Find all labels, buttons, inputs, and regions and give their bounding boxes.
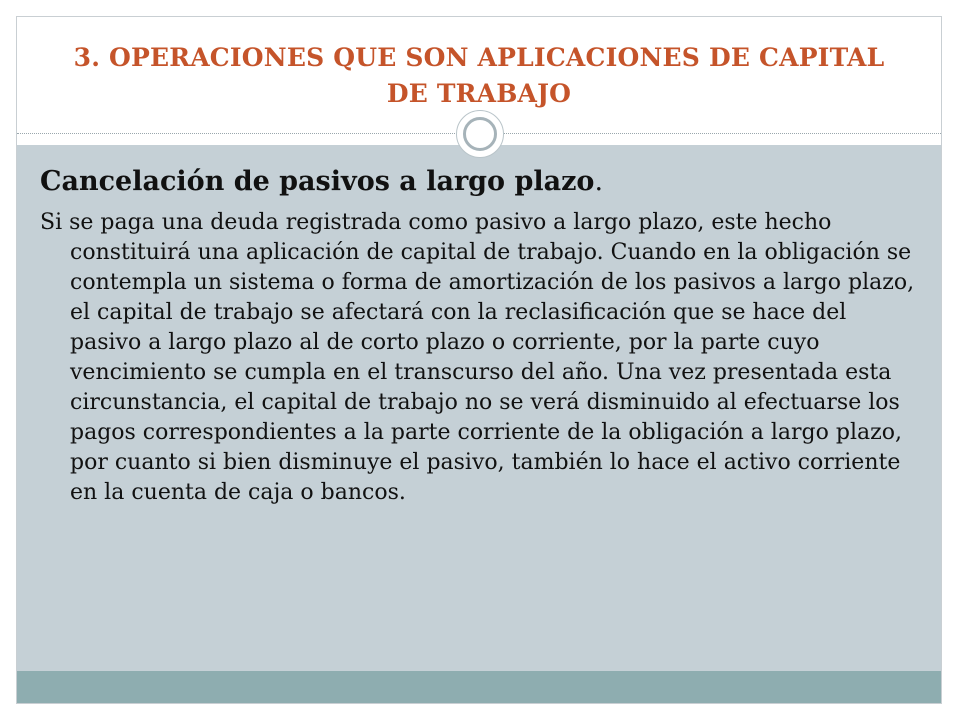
section-heading-text: Cancelación de pasivos a largo plazo — [40, 166, 595, 197]
divider-ring-ornament — [456, 110, 504, 158]
slide-title: 3. OPERACIONES QUE SON APLICACIONES DE CAPITAL DE TRABAJO — [73, 42, 885, 108]
body-text — [40, 162, 920, 508]
section-heading — [40, 162, 920, 202]
section-heading-period: . — [594, 166, 604, 197]
body-paragraph: Si se paga una deuda registrada como pasivo a largo plazo, este hecho constituirá una aplicación de capital de trabajo. Cuando en la obligación se contempla un sistema o forma de amortización de los pasivos a largo plazo, el capital de trabajo se afectará con la reclasificación que se hace del pasivo a largo plazo al de corto plazo o corriente, por la parte cuyo vencimiento se cumpla en el transcurso del año. Una vez presentada esta circunstancia, el capital de trabajo no se verá disminuido al efectuarse los pagos correspondientes a la parte corriente de la obligación a largo plazo, por cuanto si bien disminuye el pasivo, también lo hace el activo corriente en la cuenta de caja o bancos. — [40, 210, 915, 505]
footer-band — [17, 671, 941, 703]
